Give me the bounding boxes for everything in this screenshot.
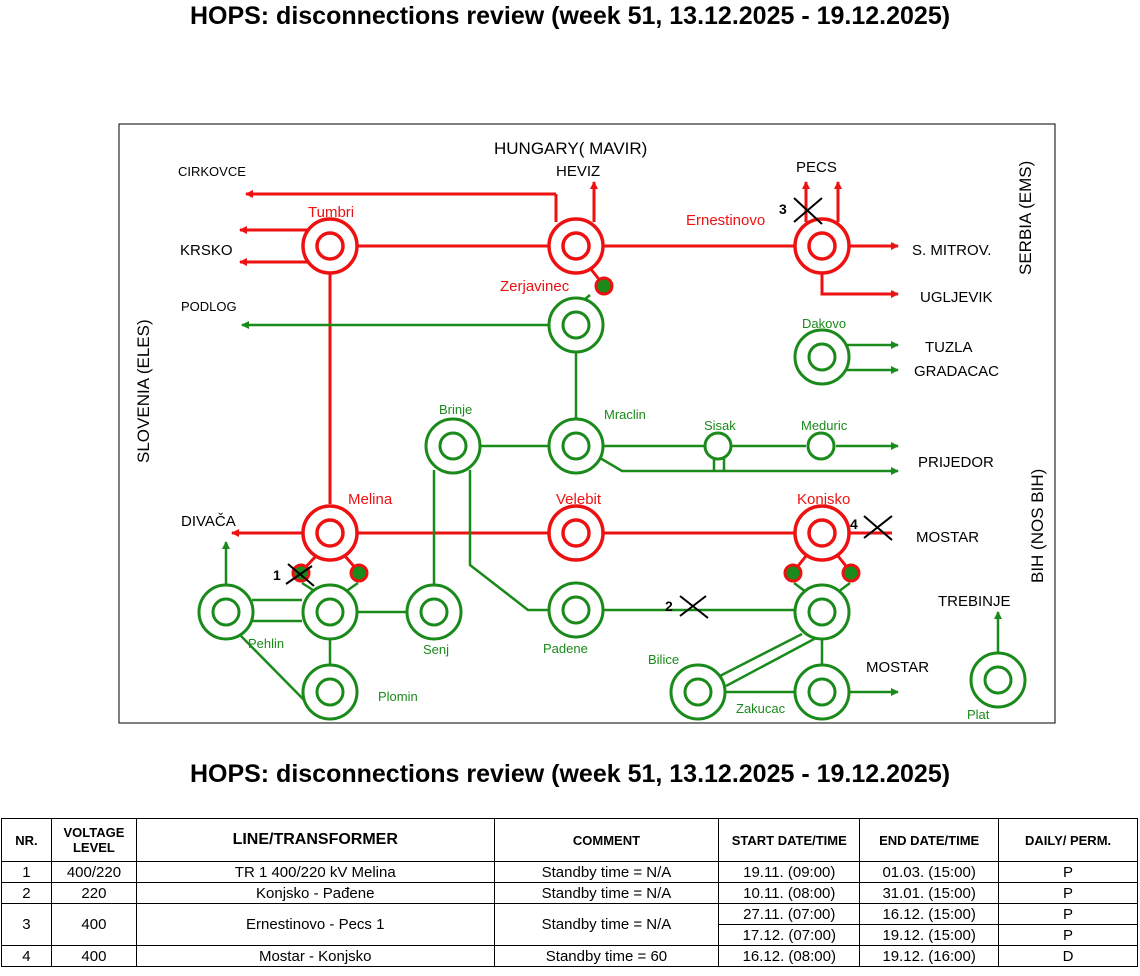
station-label-senj: Senj bbox=[423, 642, 450, 657]
outage-mark-1: 1 bbox=[273, 567, 281, 583]
table-row bbox=[2, 904, 1138, 925]
station-label-pehlin: Pehlin bbox=[248, 636, 285, 651]
disconnections-table bbox=[1, 818, 1138, 967]
substation-ernestinovo bbox=[795, 219, 849, 273]
destination-s-mitrov: S. MITROV. bbox=[912, 242, 992, 259]
substation-plomin bbox=[303, 665, 357, 719]
header-daily: DAILY/ PERM. bbox=[999, 819, 1138, 862]
substation-dakovo bbox=[795, 330, 849, 384]
cell-end: 19.12. (16:00) bbox=[860, 946, 999, 967]
destination-trebinje: TREBINJE bbox=[938, 593, 1011, 610]
cell-line: Ernestinovo - Pecs 1 bbox=[136, 904, 494, 946]
substation-mraclin bbox=[549, 419, 603, 473]
destination-podlog: PODLOG bbox=[181, 299, 237, 314]
destination-cirkovce: CIRKOVCE bbox=[178, 164, 246, 179]
cell-end: 19.12. (15:00) bbox=[860, 925, 999, 946]
border-hungary: HUNGARY( MAVIR) bbox=[494, 139, 648, 158]
header-nr: NR. bbox=[2, 819, 52, 862]
substation-zerjavinec-220 bbox=[549, 298, 603, 352]
substation-konjsko-220 bbox=[795, 585, 849, 639]
outage-cross-icon bbox=[864, 516, 892, 540]
destination-krsko: KRSKO bbox=[180, 242, 233, 259]
substation-bilice bbox=[671, 665, 725, 719]
station-label-plomin: Plomin bbox=[378, 689, 418, 704]
station-label-melina: Melina bbox=[348, 491, 393, 508]
cell-end: 31.01. (15:00) bbox=[860, 883, 999, 904]
destination-mostar-south: MOSTAR bbox=[866, 659, 930, 676]
table-row bbox=[2, 862, 1138, 883]
cell-nr: 4 bbox=[2, 946, 52, 967]
cell-start: 16.12. (08:00) bbox=[719, 946, 860, 967]
substation-melina-220 bbox=[303, 585, 357, 639]
station-label-plat: Plat bbox=[967, 707, 990, 722]
cell-type: D bbox=[999, 946, 1138, 967]
substation-plat bbox=[971, 653, 1025, 707]
outage-cross-icon bbox=[794, 198, 822, 224]
cell-voltage: 400/220 bbox=[51, 862, 136, 883]
cell-start: 10.11. (08:00) bbox=[719, 883, 860, 904]
header-comment: COMMENT bbox=[494, 819, 719, 862]
cell-type: P bbox=[999, 904, 1138, 925]
station-label-ernestinovo: Ernestinovo bbox=[686, 212, 766, 229]
destination-gradacac: GRADACAC bbox=[914, 363, 1000, 380]
substation-pehlin bbox=[199, 585, 253, 639]
substation-padene bbox=[549, 583, 603, 637]
cell-line: Mostar - Konjsko bbox=[136, 946, 494, 967]
header-end: END DATE/TIME bbox=[860, 819, 999, 862]
station-label-brinje: Brinje bbox=[439, 402, 473, 417]
station-label-mraclin: Mraclin bbox=[604, 407, 646, 422]
line-brinje-padene bbox=[470, 470, 548, 610]
header-line: LINE/TRANSFORMER bbox=[136, 819, 494, 862]
cell-comment: Standby time = N/A bbox=[494, 883, 719, 904]
header-voltage: VOLTAGE LEVEL bbox=[51, 819, 136, 862]
substation-melina-400 bbox=[303, 506, 357, 560]
outage-mark-3: 3 bbox=[779, 201, 787, 217]
transformer-zerjavinec bbox=[596, 278, 612, 294]
station-label-dakovo: Dakovo bbox=[802, 316, 847, 331]
destination-heviz: HEVIZ bbox=[556, 163, 601, 180]
border-bih: BIH (NOS BIH) bbox=[1028, 468, 1047, 583]
substation-zerjavinec-400 bbox=[549, 219, 603, 273]
cell-type: P bbox=[999, 925, 1138, 946]
cell-voltage: 220 bbox=[51, 883, 136, 904]
table-title: HOPS: disconnections review (week 51, 13.12.2025 - 19.12.2025) bbox=[189, 760, 951, 788]
substation-meduric bbox=[808, 433, 834, 459]
cell-type: P bbox=[999, 862, 1138, 883]
cell-nr: 1 bbox=[2, 862, 52, 883]
destination-divaca: DIVAČA bbox=[181, 513, 236, 530]
destination-tuzla: TUZLA bbox=[925, 339, 973, 356]
cell-type: P bbox=[999, 883, 1138, 904]
page-title: HOPS: disconnections review (week 51, 13.12.2025 - 19.12.2025) bbox=[189, 2, 951, 30]
transformer-melina-2 bbox=[351, 565, 367, 581]
line-konjsko-bilice-1 bbox=[712, 634, 802, 680]
border-serbia: SERBIA (EMS) bbox=[1016, 160, 1035, 275]
cell-start: 27.11. (07:00) bbox=[719, 904, 860, 925]
border-slovenia: SLOVENIA (ELES) bbox=[134, 319, 153, 463]
substation-konjsko-400 bbox=[795, 506, 849, 560]
cell-nr: 3 bbox=[2, 904, 52, 946]
cell-voltage: 400 bbox=[51, 904, 136, 946]
cell-line: TR 1 400/220 kV Melina bbox=[136, 862, 494, 883]
cell-comment: Standby time = N/A bbox=[494, 862, 719, 883]
substation-tumbri bbox=[303, 219, 357, 273]
station-label-sisak: Sisak bbox=[704, 418, 736, 433]
table-row bbox=[2, 946, 1138, 967]
cell-end: 01.03. (15:00) bbox=[860, 862, 999, 883]
station-label-padene: Padene bbox=[543, 641, 588, 656]
line-mraclin-prijedor bbox=[600, 458, 898, 471]
outage-mark-2: 2 bbox=[665, 598, 673, 614]
outage-cross-icon bbox=[680, 596, 708, 618]
destination-pecs: PECS bbox=[796, 159, 837, 176]
cell-start: 19.11. (09:00) bbox=[719, 862, 860, 883]
station-label-konjsko: Konjsko bbox=[797, 491, 851, 508]
station-label-bilice: Bilice bbox=[648, 652, 680, 667]
cell-nr: 2 bbox=[2, 883, 52, 904]
station-label-zerjavinec: Zerjavinec bbox=[500, 278, 570, 295]
cell-voltage: 400 bbox=[51, 946, 136, 967]
substation-sisak bbox=[705, 433, 731, 459]
transformer-konjsko-2 bbox=[843, 565, 859, 581]
table-row bbox=[2, 883, 1138, 904]
table-header-row bbox=[2, 819, 1138, 862]
lines-220kv bbox=[226, 295, 998, 702]
cell-line: Konjsko - Pađene bbox=[136, 883, 494, 904]
substation-senj bbox=[407, 585, 461, 639]
station-label-velebit: Velebit bbox=[556, 491, 602, 508]
cell-start: 17.12. (07:00) bbox=[719, 925, 860, 946]
cell-comment: Standby time = N/A bbox=[494, 904, 719, 946]
destination-ugljevik: UGLJEVIK bbox=[920, 289, 993, 306]
substation-velebit bbox=[549, 506, 603, 560]
substation-brinje bbox=[426, 419, 480, 473]
substation-zakucac bbox=[795, 665, 849, 719]
transformer-konjsko-1 bbox=[785, 565, 801, 581]
station-label-tumbri: Tumbri bbox=[308, 204, 355, 221]
line-ernestinovo-ugljevik bbox=[822, 272, 898, 294]
outage-mark-4: 4 bbox=[850, 516, 858, 532]
destination-mostar-north: MOSTAR bbox=[916, 529, 980, 546]
station-label-zakucac: Zakucac bbox=[736, 701, 786, 716]
destination-prijedor: PRIJEDOR bbox=[918, 454, 994, 471]
cell-end: 16.12. (15:00) bbox=[860, 904, 999, 925]
header-start: START DATE/TIME bbox=[719, 819, 860, 862]
cell-comment: Standby time = 60 bbox=[494, 946, 719, 967]
station-label-meduric: Meduric bbox=[801, 418, 848, 433]
